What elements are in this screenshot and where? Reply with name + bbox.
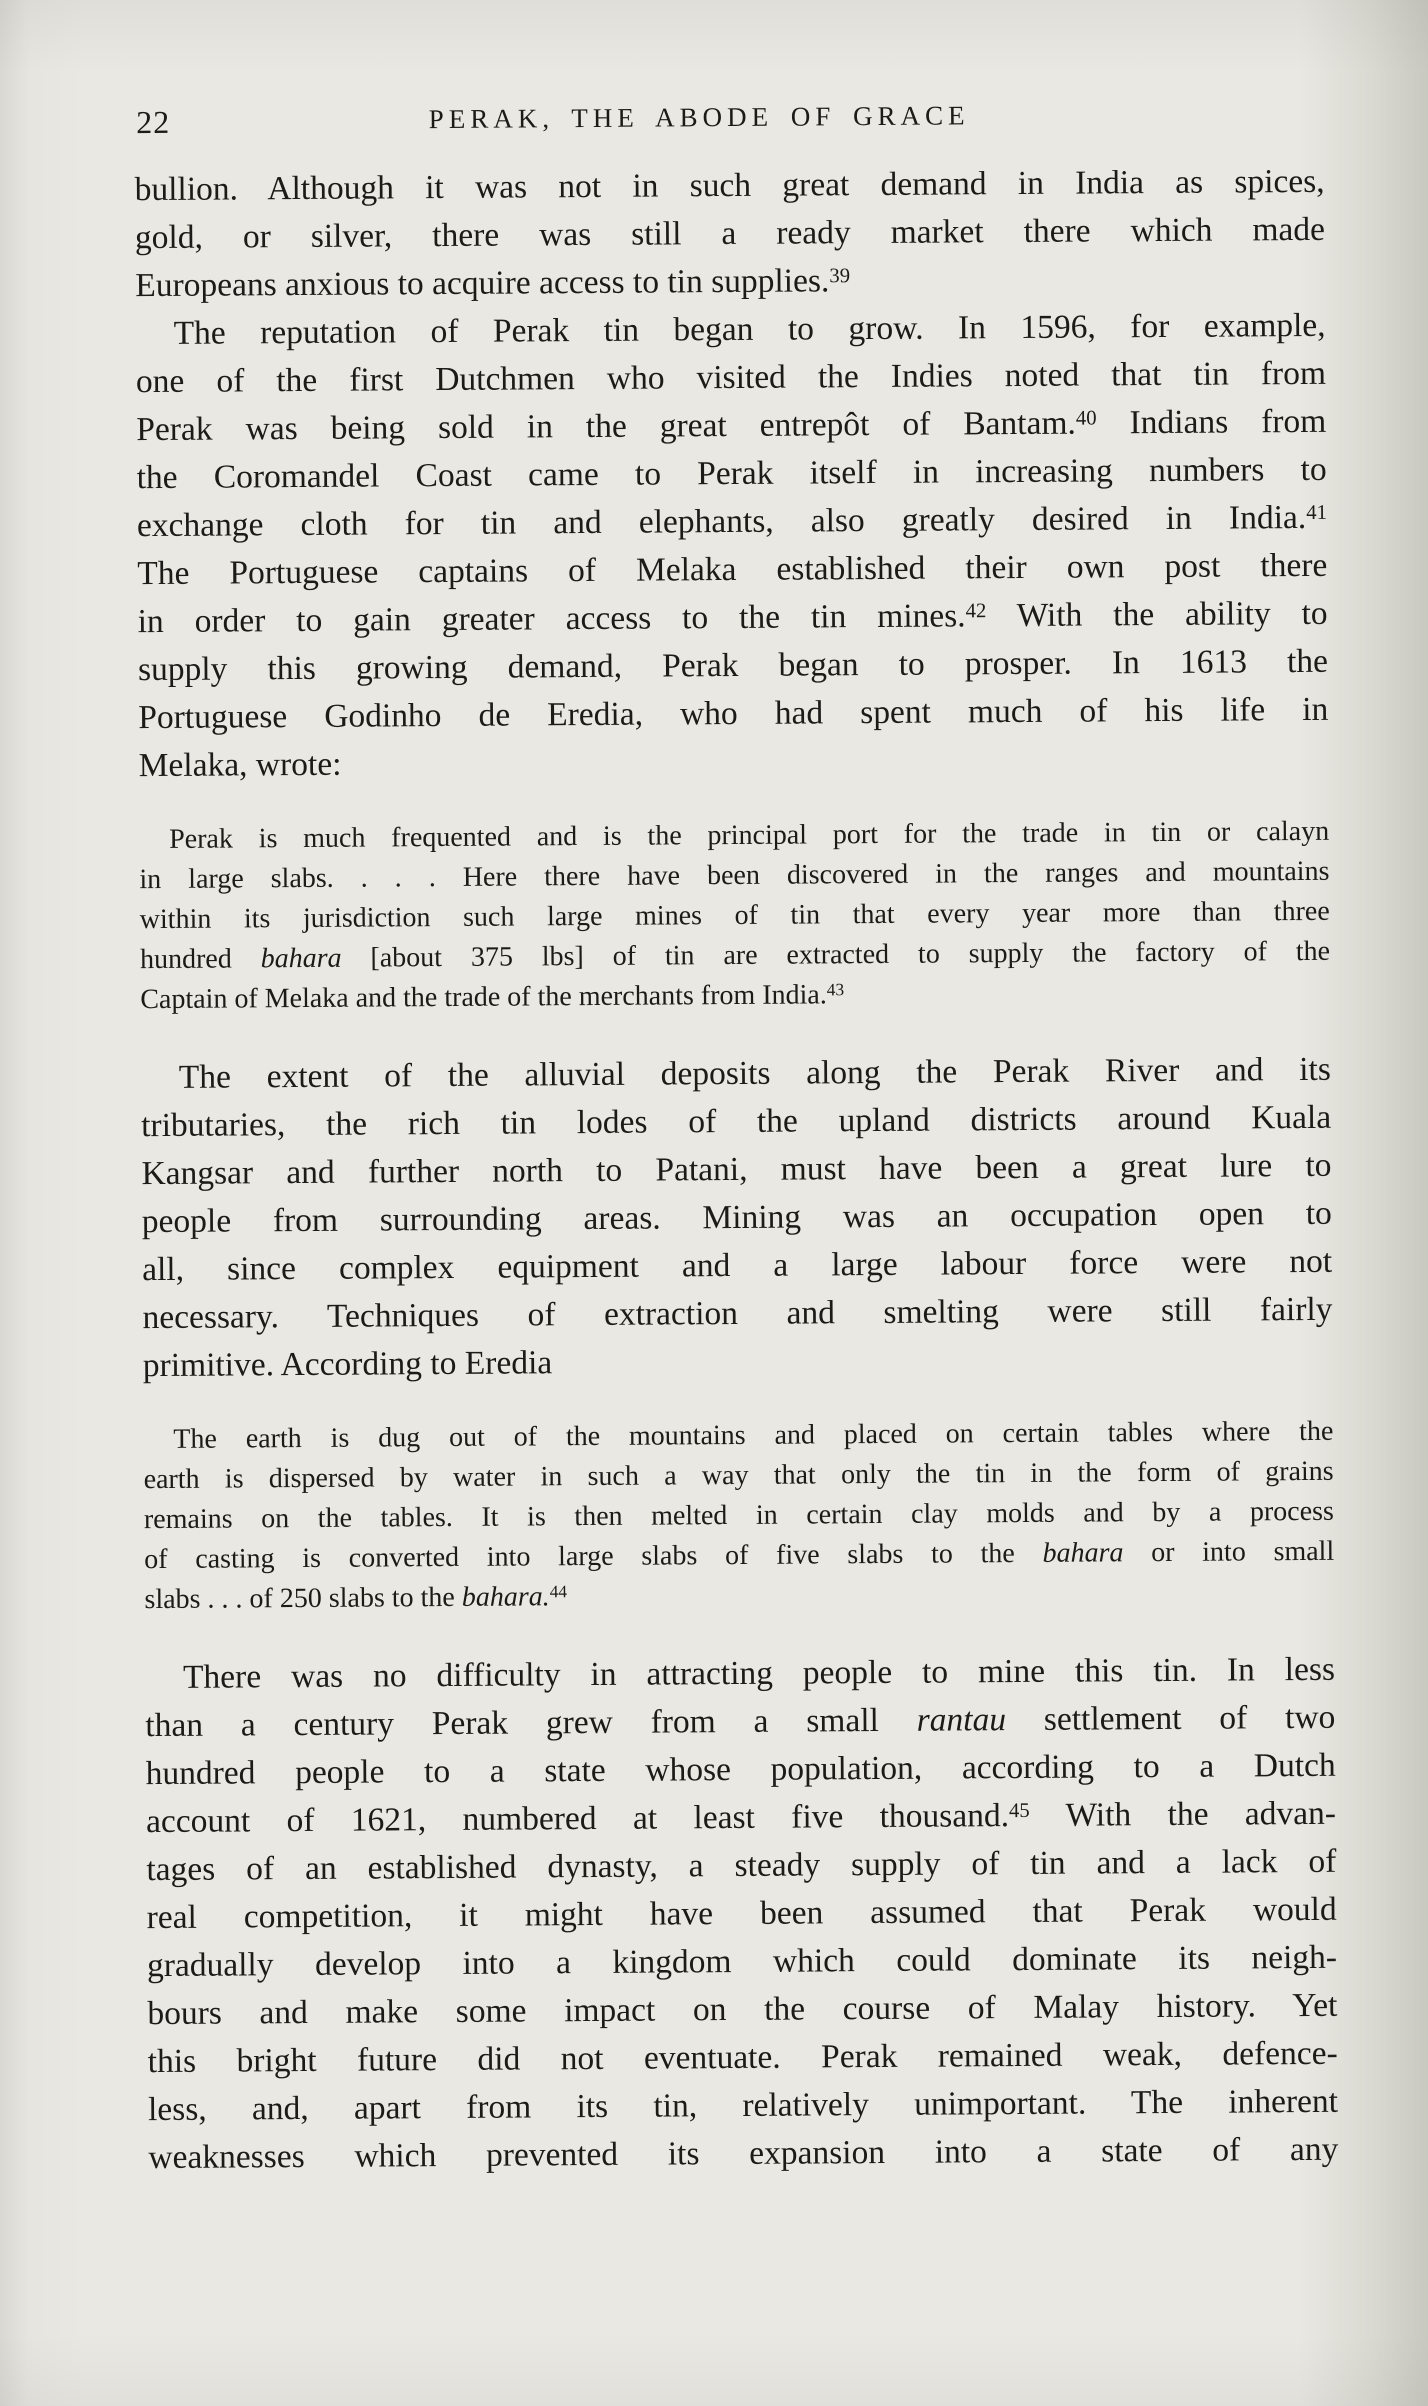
text-line bbox=[145, 1646, 1335, 1702]
text-segment: all, since complex equipment and a large labour force were not bbox=[142, 1242, 1333, 1289]
paragraph bbox=[135, 302, 1328, 790]
text-segment: With the advan- bbox=[1029, 1794, 1337, 1834]
text-segment: of casting is converted into large slabs of five slabs to the bbox=[144, 1537, 1043, 1576]
text-segment: necessary. Techniques of extraction and smelting were still fairly bbox=[142, 1290, 1333, 1337]
text-segment: supply this growing demand, Perak began to prosper. In 1613 the bbox=[137, 642, 1329, 689]
text-line bbox=[148, 2078, 1338, 2134]
text-segment: one of the first Dutchmen who visited the Indies noted that tin from bbox=[135, 354, 1327, 401]
text-segment: bahara bbox=[1042, 1537, 1124, 1569]
text-segment: gold, or silver, there was still a ready market there which made bbox=[134, 210, 1326, 257]
text-segment: weaknesses which prevented its expansion into a state of any bbox=[148, 2130, 1339, 2177]
page-body bbox=[134, 158, 1338, 2182]
footnote-marker: 44 bbox=[549, 1582, 568, 1602]
text-line bbox=[136, 398, 1326, 454]
text-line bbox=[140, 972, 1330, 1020]
text-segment: Captain of Melaka and the trade of the merchants from India. bbox=[140, 979, 827, 1016]
text-line bbox=[147, 1982, 1337, 2038]
text-line bbox=[143, 1334, 1333, 1390]
text-line bbox=[135, 254, 1325, 310]
text-segment: less, and, apart from its tin, relatively unimportant. The inherent bbox=[147, 2082, 1339, 2129]
text-line bbox=[146, 1790, 1336, 1846]
text-segment: exchange cloth for tin and elephants, also greatly desired in India. bbox=[136, 498, 1307, 545]
text-segment: or into small bbox=[1123, 1535, 1335, 1569]
text-segment: bahara. bbox=[461, 1581, 550, 1613]
text-line bbox=[147, 1934, 1337, 1990]
text-segment: in large slabs. . . . Here there have been discovered in the ranges and mountains bbox=[139, 855, 1330, 896]
text-segment: Europeans anxious to acquire access to tin supplies. bbox=[135, 262, 830, 305]
text-segment: Indians from bbox=[1096, 402, 1327, 442]
text-line bbox=[142, 1286, 1332, 1342]
text-segment: There was no difficulty in attracting people to mine this tin. In less bbox=[182, 1650, 1336, 1696]
footnote-marker: 41 bbox=[1306, 500, 1327, 524]
text-line bbox=[142, 1238, 1332, 1294]
text-segment: bahara bbox=[260, 942, 342, 975]
text-segment: in order to gain greater access to the tin mines. bbox=[137, 597, 966, 641]
text-segment: tributaries, the rich tin lodes of the upland districts around Kuala bbox=[141, 1098, 1332, 1145]
text-block bbox=[134, 92, 1339, 2182]
text-segment: slabs . . . of 250 slabs to the bbox=[144, 1581, 462, 1616]
text-segment: than a century Perak grew from a small bbox=[145, 1701, 917, 1745]
text-line bbox=[136, 446, 1326, 502]
text-segment: Kangsar and further north to Patani, must have been a great lure to bbox=[141, 1146, 1332, 1193]
text-segment: Melaka, wrote: bbox=[138, 745, 342, 785]
text-line bbox=[141, 1094, 1331, 1150]
text-segment: bours and make some impact on the course of Malay history. Yet bbox=[147, 1986, 1338, 2033]
paragraph bbox=[145, 1646, 1339, 2182]
text-segment: The Portuguese captains of Melaka established their own post there bbox=[137, 546, 1328, 593]
text-line bbox=[138, 686, 1328, 742]
paragraph bbox=[134, 158, 1325, 310]
text-line bbox=[142, 1190, 1332, 1246]
text-segment: tages of an established dynasty, a steady supply of tin and a lack of bbox=[146, 1842, 1337, 1889]
text-segment: account of 1621, numbered at least five thousand. bbox=[145, 1797, 1010, 1841]
text-line bbox=[135, 302, 1325, 358]
text-segment: people from surrounding areas. Mining was an occupation open to bbox=[141, 1194, 1332, 1241]
text-segment: bullion. Although it was not in such great demand in India as spices, bbox=[134, 162, 1325, 209]
text-line bbox=[141, 1046, 1331, 1102]
text-segment: Perak was being sold in the great entrepôt of Bantam. bbox=[136, 404, 1076, 449]
running-title: PERAK, THE ABODE OF GRACE bbox=[428, 100, 970, 135]
footnote-marker: 42 bbox=[965, 598, 987, 623]
text-segment: the Coromandel Coast came to Perak itself in increasing numbers to bbox=[136, 450, 1327, 497]
text-line bbox=[136, 350, 1326, 406]
text-line bbox=[140, 932, 1330, 980]
text-segment: The reputation of Perak tin began to grow. In 1596, for example, bbox=[173, 306, 1326, 352]
text-line bbox=[146, 1742, 1336, 1798]
text-segment: real competition, it might have been assumed that Perak would bbox=[146, 1890, 1337, 1937]
text-line bbox=[134, 158, 1324, 214]
text-segment: rantau bbox=[916, 1701, 1007, 1739]
text-line bbox=[137, 590, 1327, 646]
text-segment: remains on the tables. It is then melted in certain clay molds and by a process bbox=[143, 1495, 1335, 1536]
text-segment: hundred people to a state whose population, according to a Dutch bbox=[145, 1746, 1336, 1793]
text-segment: Portuguese Godinho de Eredia, who had spent much of his life in bbox=[138, 690, 1329, 737]
text-line bbox=[148, 2030, 1338, 2086]
text-segment: settlement of two bbox=[1005, 1698, 1336, 1739]
footnote-marker: 39 bbox=[829, 263, 851, 287]
text-segment: With the ability to bbox=[986, 594, 1328, 635]
text-line bbox=[145, 1694, 1335, 1750]
text-segment: earth is dispersed by water in such a way that only the tin in the form of grains bbox=[143, 1455, 1334, 1496]
text-line bbox=[147, 1886, 1337, 1942]
text-segment: this bright future did not eventuate. Perak remained weak, defence- bbox=[147, 2034, 1338, 2081]
footnote-marker: 40 bbox=[1075, 406, 1097, 430]
text-segment: [about 375 lbs] of tin are extracted to supply the factory of the bbox=[341, 935, 1331, 974]
text-segment: hundred bbox=[139, 943, 261, 976]
text-line bbox=[146, 1838, 1336, 1894]
text-line bbox=[141, 1142, 1331, 1198]
text-segment: The earth is dug out of the mountains and placed on certain tables where the bbox=[173, 1415, 1334, 1455]
text-line bbox=[144, 1532, 1334, 1580]
text-segment: gradually develop into a kingdom which could dominate its neigh- bbox=[146, 1938, 1338, 1985]
text-segment: primitive. According to Eredia bbox=[142, 1344, 553, 1385]
paragraph bbox=[141, 1046, 1333, 1390]
text-segment: within its jurisdiction such large mines of tin that every year more than three bbox=[139, 895, 1330, 936]
text-segment: Perak is much frequented and is the principal port for the trade in tin or calayn bbox=[169, 815, 1330, 855]
text-segment: The extent of the alluvial deposits along the Perak River and its bbox=[178, 1050, 1331, 1096]
footnote-marker: 45 bbox=[1008, 1798, 1030, 1822]
footnote-marker: 43 bbox=[826, 980, 845, 1000]
text-line bbox=[137, 542, 1327, 598]
text-line bbox=[138, 638, 1328, 694]
running-head bbox=[134, 92, 1324, 144]
block-quote bbox=[143, 1412, 1334, 1620]
text-line bbox=[138, 734, 1328, 790]
text-line bbox=[135, 206, 1325, 262]
page-number: 22 bbox=[136, 103, 171, 141]
text-line bbox=[144, 1572, 1334, 1620]
text-line bbox=[148, 2126, 1338, 2182]
text-line bbox=[137, 494, 1327, 550]
block-quote bbox=[139, 812, 1330, 1020]
